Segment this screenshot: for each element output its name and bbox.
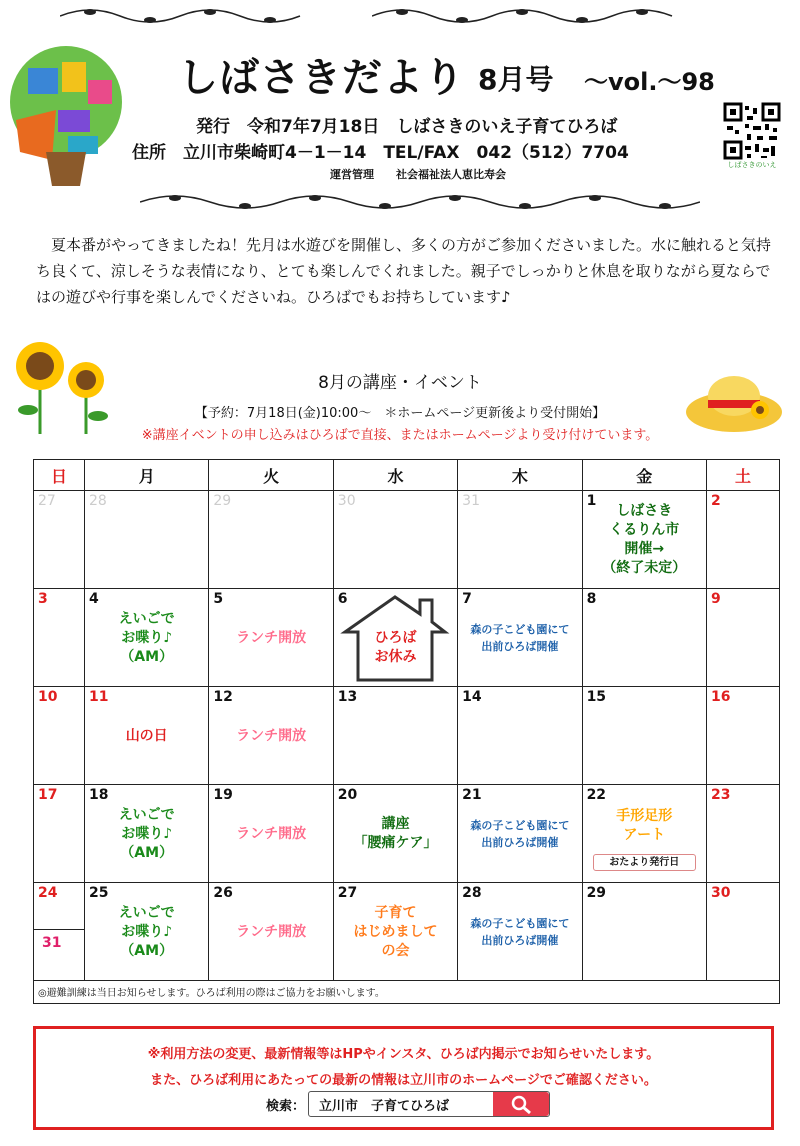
calendar-day-cell [707, 687, 780, 785]
event-text [334, 904, 457, 961]
calendar-day-cell [34, 491, 85, 589]
day-number: 24 [38, 885, 58, 901]
search-label: 検索： [266, 1099, 306, 1114]
day-number: 29 [586, 885, 607, 901]
day-number: 17 [38, 787, 58, 803]
calendar-day-cell [209, 589, 333, 687]
event-calendar [33, 459, 780, 1004]
day-number: 7 [462, 591, 472, 607]
day-number: 30 [711, 885, 731, 901]
event-text [209, 923, 332, 942]
event-line: 山の日 [125, 727, 168, 744]
day-number: 29 [213, 493, 232, 509]
event-line: 講座 [381, 816, 410, 832]
event-line: しばさき [616, 503, 673, 519]
event-line: はじめまして [353, 923, 438, 940]
vine-decoration-bottom [140, 190, 700, 214]
day-number: 10 [38, 689, 58, 705]
events-title: 8月の講座・イベント [318, 373, 482, 393]
day-number: 27 [337, 885, 358, 901]
newsletter-title: しばさきだより [178, 55, 465, 101]
calendar-day-cell [85, 491, 209, 589]
search-text: 立川市 子育てひろば [319, 1099, 450, 1114]
event-text [85, 727, 208, 746]
issue-volume: ～vol.～98 [584, 68, 715, 96]
tree-logo-icon [6, 40, 126, 190]
day-number: 11 [89, 689, 109, 705]
event-text [85, 610, 208, 667]
day-number: 9 [711, 591, 721, 607]
search-button[interactable] [493, 1092, 549, 1116]
day-number: 21 [462, 787, 482, 803]
weekday-wednesday: 水 [333, 460, 457, 491]
calendar-day-cell [333, 491, 457, 589]
event-line: （終了未定） [602, 560, 687, 576]
info-line-1: ※利用方法の変更、最新情報等はHPやインスタ、ひろば内掲示でお知らせいたします。 [147, 1047, 660, 1062]
calendar-day-cell [582, 491, 706, 589]
event-line: 森の子こども園にて [470, 917, 570, 930]
day-number: 12 [213, 689, 233, 705]
calendar-day-cell [85, 785, 209, 883]
calendar-day-cell [85, 589, 209, 687]
weekday-friday: 金 [582, 460, 706, 491]
day-number: 14 [462, 689, 482, 705]
event-line: 「腰痛ケア」 [353, 835, 438, 851]
day-number: 22 [586, 787, 607, 803]
event-text [458, 621, 581, 655]
calendar-day-cell [582, 883, 706, 981]
event-line: お喋り♪ [121, 825, 173, 842]
calendar-week-row [34, 883, 780, 981]
day-number: 3 [38, 591, 48, 607]
day-number: 31 [462, 493, 480, 509]
event-line: の会 [381, 942, 410, 959]
day-number: 19 [213, 787, 233, 803]
weekday-saturday: 土 [707, 460, 780, 491]
qr-caption: しばさきのいえ [727, 161, 777, 169]
event-line: ランチ開放 [236, 629, 307, 646]
event-text [209, 727, 332, 746]
operator-line: 運営管理 社会福祉法人恵比寿会 [330, 168, 506, 181]
day-number: 2 [711, 493, 721, 509]
event-line: えいごで [118, 610, 175, 627]
issue-month: 8月号 [478, 63, 554, 96]
day-number: 20 [337, 787, 358, 803]
search-icon [493, 1092, 549, 1116]
event-line: （AM） [120, 942, 174, 959]
day-number: 26 [213, 885, 233, 901]
event-text [85, 806, 208, 863]
event-line: お喋り♪ [121, 629, 173, 646]
calendar-day-cell [458, 491, 582, 589]
day-number: 30 [337, 493, 356, 509]
event-text [458, 817, 581, 851]
calendar-day-cell [582, 687, 706, 785]
event-line: くるりん市 [609, 522, 680, 538]
calendar-day-cell [582, 785, 706, 883]
event-text [334, 815, 457, 853]
calendar-day-cell [582, 589, 706, 687]
event-text [583, 502, 706, 578]
calendar-day-cell [209, 491, 333, 589]
day-number: 27 [38, 493, 56, 509]
calendar-footnote: ◎避難訓練は当日お知らせします。ひろば利用の際はご協力をお願いします。 [34, 981, 780, 1004]
calendar-day-cell [333, 785, 457, 883]
calendar-header-row [34, 460, 780, 491]
calendar-day-cell [458, 785, 582, 883]
extra-day-number: 31 [42, 935, 62, 951]
intro-paragraph: 夏本番がやってきましたね！先月は水遊びを開催し、多くの方がご参加くださいました。水に触れると気持ち良くて、涼しそうな表情になり、とても楽しんでくれました。親子でしっかりと休息を取りながら夏ならではの遊びや行事を楽しんでくださいね。ひろばでもお持ちしています♪ [36, 236, 772, 306]
calendar-day-cell [209, 687, 333, 785]
event-text [583, 807, 706, 845]
vine-decoration-top [60, 4, 320, 28]
day-number: 18 [89, 787, 109, 803]
day-number: 23 [711, 787, 731, 803]
calendar-day-cell [34, 785, 85, 883]
calendar-week-row [34, 491, 780, 589]
event-line: ランチ開放 [236, 727, 307, 744]
calendar-week-row [34, 589, 780, 687]
calendar-week-row [34, 687, 780, 785]
event-line: 森の子こども園にて [470, 819, 570, 832]
info-box [33, 1026, 774, 1130]
calendar-day-cell [707, 785, 780, 883]
application-note: ※講座イベントの申し込みはひろばで直接、またはホームページより受け付けています。 [141, 428, 659, 443]
calendar-day-cell [707, 589, 780, 687]
day-number: 5 [213, 591, 224, 607]
publisher-line: 発行 令和7年7月18日 しばさきのいえ子育てひろば [196, 117, 618, 137]
calendar-day-cell [333, 589, 457, 687]
calendar-day-cell [458, 687, 582, 785]
calendar-day-cell [209, 883, 333, 981]
day-number: 28 [462, 885, 482, 901]
event-text [334, 629, 457, 667]
day-number: 28 [89, 493, 107, 509]
event-text [209, 825, 332, 844]
calendar-week-row [34, 785, 780, 883]
info-line-2: また、ひろば利用にあたっての最新の情報は立川市のホームページでご確認ください。 [150, 1073, 657, 1088]
day-split-divider [34, 929, 84, 930]
calendar-day-cell [458, 883, 582, 981]
event-line: 開催→ [624, 541, 665, 557]
calendar-day-cell [458, 589, 582, 687]
day-number: 16 [711, 689, 731, 705]
weekday-tuesday: 火 [209, 460, 333, 491]
weekday-thursday: 木 [458, 460, 582, 491]
day-number: 1 [586, 493, 597, 509]
event-line: お喋り♪ [121, 923, 173, 940]
event-text [458, 915, 581, 949]
event-line: （AM） [120, 648, 174, 665]
calendar-day-cell [85, 687, 209, 785]
event-line: 森の子こども園にて [470, 623, 570, 636]
day-number: 13 [337, 689, 358, 705]
day-number: 6 [337, 591, 348, 607]
reservation-info: 【予約：7月18日(金)10:00～ ＊ホームページ更新後より受付開始】 [194, 406, 606, 421]
event-line: 出前ひろば開催 [481, 836, 559, 849]
search-input[interactable] [308, 1091, 550, 1117]
calendar-day-cell [209, 785, 333, 883]
calendar-day-cell [707, 883, 780, 981]
weekday-monday: 月 [85, 460, 209, 491]
event-text [209, 629, 332, 648]
vine-decoration-top-right [372, 4, 702, 28]
calendar-day-cell [34, 687, 85, 785]
event-line: ひろば [374, 630, 417, 646]
calendar-day-cell [85, 883, 209, 981]
day-number: 8 [586, 591, 597, 607]
event-line: （AM） [120, 844, 174, 861]
calendar-day-cell [333, 883, 457, 981]
event-text [85, 904, 208, 961]
event-line: 手形足形 [616, 808, 673, 824]
event-line: アート [623, 827, 666, 843]
event-line: えいごで [118, 806, 175, 823]
calendar-day-cell [34, 883, 85, 981]
event-line: えいごで [118, 904, 175, 921]
event-line: 出前ひろば開催 [481, 640, 559, 653]
calendar-day-cell [333, 687, 457, 785]
calendar-day-cell [707, 491, 780, 589]
event-line: 出前ひろば開催 [481, 934, 559, 947]
event-line: 子育て [374, 904, 417, 921]
address-line: 住所 立川市柴崎町4－1－14 TEL/FAX 042（512）7704 [132, 143, 629, 163]
newsletter-issue-badge: おたより発行日 [593, 854, 696, 871]
event-line: ランチ開放 [236, 825, 307, 842]
weekday-sunday: 日 [34, 460, 85, 491]
calendar-day-cell [34, 589, 85, 687]
day-number: 4 [89, 591, 99, 607]
event-line: ランチ開放 [236, 923, 307, 940]
day-number: 15 [586, 689, 607, 705]
day-number: 25 [89, 885, 109, 901]
event-line: お休み [374, 649, 417, 665]
